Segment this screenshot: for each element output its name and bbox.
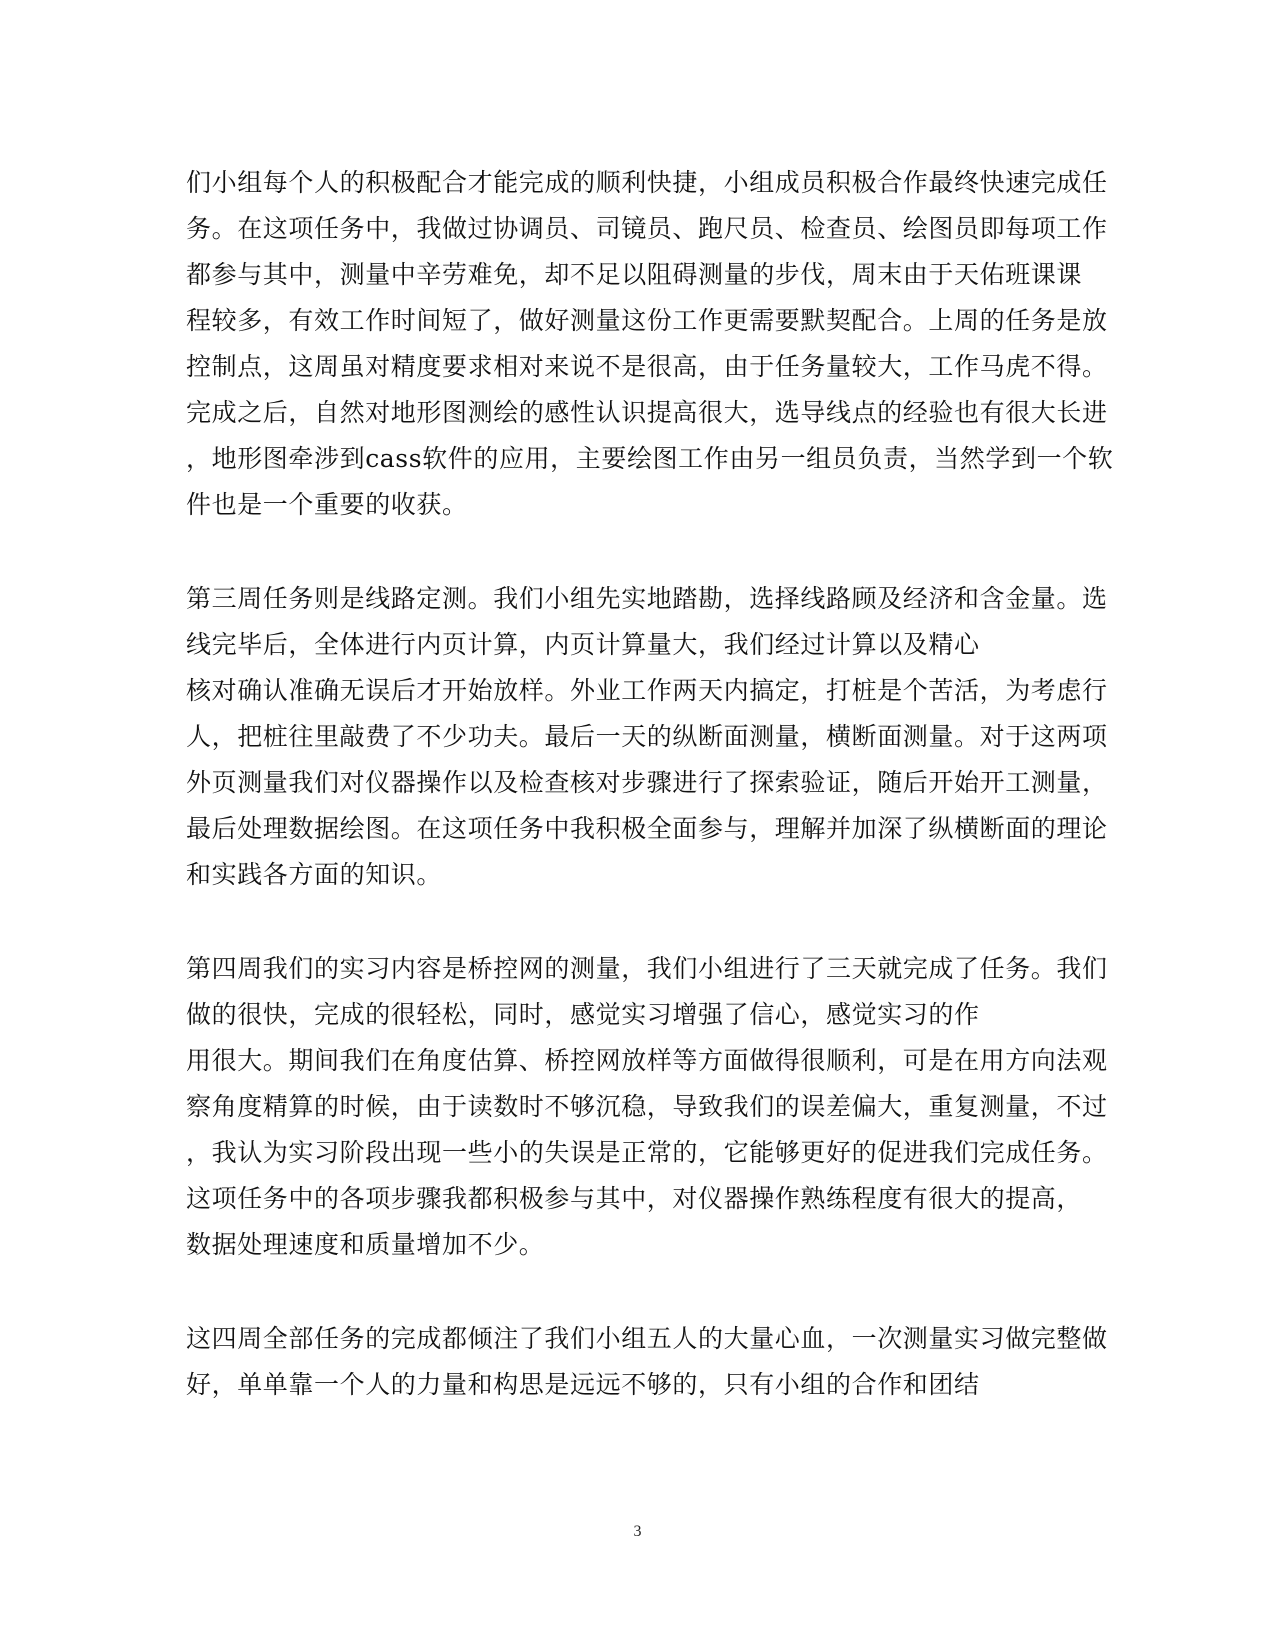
text-line: 外页测量我们对仪器操作以及检查核对步骤进行了探索验证，随后开始开工测量， bbox=[186, 768, 1108, 797]
text-line: 完成之后，自然对地形图测绘的感性认识提高很大，选导线点的经验也有很大长进 bbox=[186, 398, 1108, 427]
text-line: 都参与其中，测量中辛劳难免，却不足以阻碍测量的步伐，周末由于天佑班课课 bbox=[186, 260, 1083, 289]
text-line: 务。在这项任务中，我做过协调员、司镜员、跑尺员、检查员、绘图员即每项工作 bbox=[186, 214, 1108, 243]
text-line: 第四周我们的实习内容是桥控网的测量，我们小组进行了三天就完成了任务。我们 bbox=[186, 954, 1108, 983]
page-number: 3 bbox=[633, 1523, 642, 1540]
text-line: 和实践各方面的知识。 bbox=[186, 860, 443, 889]
text-line: ，地形图牵涉到cass软件的应用，主要绘图工作由另一组员负责，当然学到一个软 bbox=[186, 444, 1114, 473]
text-line: 控制点，这周虽对精度要求相对来说不是很高，由于任务量较大，工作马虎不得。 bbox=[186, 352, 1108, 381]
text-line: 第三周任务则是线路定测。我们小组先实地踏勘，选择线路顾及经济和含金量。选 bbox=[186, 584, 1108, 613]
text-line: 数据处理速度和质量增加不少。 bbox=[186, 1230, 545, 1259]
text-line: 最后处理数据绘图。在这项任务中我积极全面参与，理解并加深了纵横断面的理论 bbox=[186, 814, 1108, 843]
text-line: ，我认为实习阶段出现一些小的失误是正常的，它能够更好的促进我们完成任务。 bbox=[186, 1138, 1108, 1167]
text-line: 程较多，有效工作时间短了，做好测量这份工作更需要默契配合。上周的任务是放 bbox=[186, 306, 1108, 335]
text-line: 做的很快，完成的很轻松，同时，感觉实习增强了信心，感觉实习的作 bbox=[186, 1000, 980, 1029]
text-line: 用很大。期间我们在角度估算、桥控网放样等方面做得很顺利，可是在用方向法观 bbox=[186, 1046, 1108, 1075]
paragraph-4 bbox=[186, 1316, 1108, 1408]
text-line: 人，把桩往里敲费了不少功夫。最后一天的纵断面测量，横断面测量。对于这两项 bbox=[186, 722, 1108, 751]
paragraph-3 bbox=[186, 946, 1108, 1268]
text-line: 们小组每个人的积极配合才能完成的顺利快捷，小组成员积极合作最终快速完成任 bbox=[186, 168, 1108, 197]
paragraph-1 bbox=[186, 160, 1114, 528]
document-body bbox=[186, 160, 1114, 1456]
text-line: 察角度精算的时候，由于读数时不够沉稳，导致我们的误差偏大，重复测量，不过 bbox=[186, 1092, 1108, 1121]
text-line: 件也是一个重要的收获。 bbox=[186, 490, 468, 519]
text-line: 线完毕后，全体进行内页计算，内页计算量大，我们经过计算以及精心 bbox=[186, 630, 980, 659]
text-line: 核对确认准确无误后才开始放样。外业工作两天内搞定，打桩是个苦活，为考虑行 bbox=[186, 676, 1108, 705]
text-line: 好，单单靠一个人的力量和构思是远远不够的，只有小组的合作和团结 bbox=[186, 1370, 980, 1399]
text-line: 这四周全部任务的完成都倾注了我们小组五人的大量心血，一次测量实习做完整做 bbox=[186, 1324, 1108, 1353]
paragraph-2 bbox=[186, 576, 1108, 898]
text-line: 这项任务中的各项步骤我都积极参与其中，对仪器操作熟练程度有很大的提高， bbox=[186, 1184, 1083, 1213]
